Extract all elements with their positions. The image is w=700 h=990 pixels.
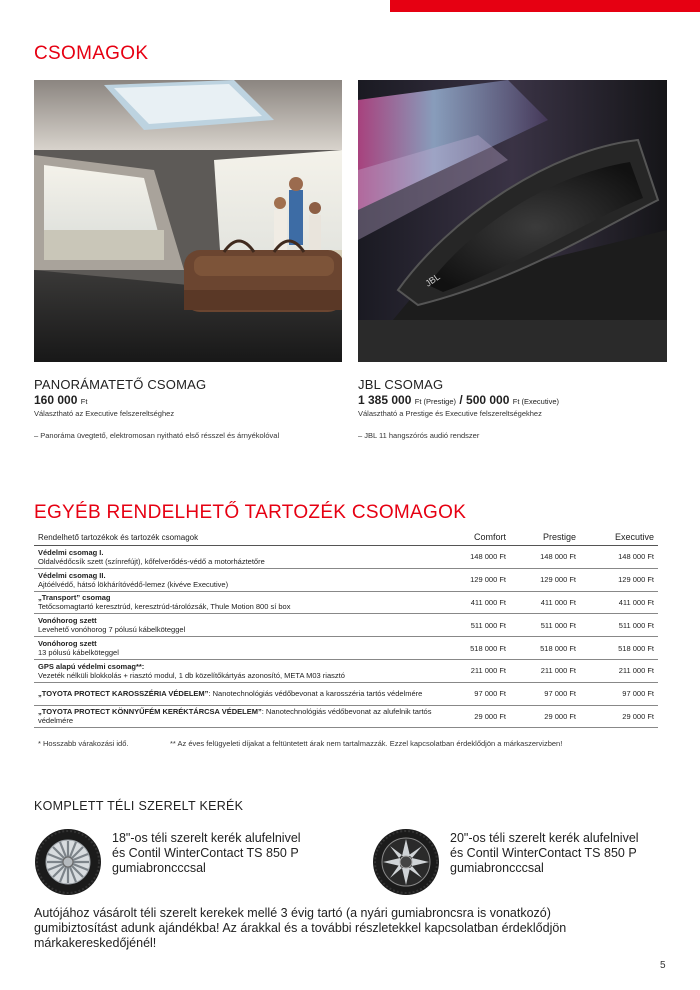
panorama-package-note: Választható az Executive felszereltséghez — [34, 409, 175, 418]
accessory-description: Oldalvédőcsík szett (színrefújt), kőfelverődés-védő a motorháztetőre — [38, 556, 265, 566]
table-row — [34, 614, 658, 637]
accessories-table — [34, 530, 658, 728]
price-cell-prestige: 411 000 Ft — [510, 591, 580, 614]
accessory-description: : Nanotechnológiás védőbevonat az alufelnik tartós védelmére — [38, 707, 432, 726]
price-cell-executive: 211 000 Ft — [580, 659, 658, 682]
wheel-18-line1: 18"-os téli szerelt kerék alufelnivel — [112, 831, 301, 845]
panorama-package-title: PANORÁMATETŐ CSOMAG — [34, 377, 207, 392]
wheel-18-line3: gumiabroncccsal — [112, 861, 206, 875]
panorama-roof-photo — [34, 80, 342, 362]
column-header-comfort: Comfort — [442, 530, 510, 546]
accessory-description: Levehető vonóhorog 7 pólusú kábelköteggel — [38, 625, 186, 635]
accessory-name-cell — [34, 637, 442, 660]
table-row — [34, 682, 658, 705]
jbl-price-prestige-suffix: Ft (Prestige) — [414, 397, 456, 406]
accessory-description: 13 pólusú kábelköteggel — [38, 648, 119, 658]
column-header-prestige: Prestige — [510, 530, 580, 546]
panorama-price-unit: Ft — [80, 397, 88, 406]
price-cell-executive: 29 000 Ft — [580, 705, 658, 728]
accessory-name-cell — [34, 591, 442, 614]
price-cell-comfort: 518 000 Ft — [442, 637, 510, 660]
jbl-price-prestige: 1 385 000 — [358, 393, 412, 407]
accessory-name: Védelmi csomag I. — [38, 547, 104, 557]
accessory-name: „Transport” csomag — [38, 593, 111, 603]
column-header-executive: Executive — [580, 530, 658, 546]
price-cell-prestige: 29 000 Ft — [510, 705, 580, 728]
page-number: 5 — [660, 960, 666, 971]
price-cell-prestige: 129 000 Ft — [510, 568, 580, 591]
wheel-20-line3: gumiabroncccsal — [450, 861, 544, 875]
price-cell-comfort: 129 000 Ft — [442, 568, 510, 591]
winter-insurance-text: Autójához vásárolt téli szerelt kerekek mellé 3 évig tartó (a nyári gumiabroncsra is vonatkozó) gumibiztosítást adunk ajándékba! Az árakkal és a további részletekkel kapcsolatban érdeklődjön márkakereskedőjénél! — [34, 906, 567, 950]
accessory-name-cell — [34, 659, 442, 682]
table-row — [34, 546, 658, 569]
jbl-speaker-photo — [358, 80, 667, 362]
column-header-name: Rendelhető tartozékok és tartozék csomagok — [34, 530, 442, 546]
panorama-package-info — [34, 377, 354, 440]
accessory-name-cell — [34, 682, 442, 705]
accessory-description: Tetőcsomagtartó keresztrúd, keresztrúd-tárolózsák, Thule Motion 800 sí box — [38, 602, 291, 612]
svg-text:JBL: JBL — [423, 271, 442, 289]
jbl-price-executive: 500 000 — [466, 393, 510, 407]
wheel-18-description — [112, 831, 332, 876]
table-header-row — [34, 530, 658, 546]
accessory-name-cell — [34, 614, 442, 637]
wheel-20-image — [372, 828, 440, 896]
price-cell-executive: 511 000 Ft — [580, 614, 658, 637]
price-cell-prestige: 518 000 Ft — [510, 637, 580, 660]
table-row — [34, 637, 658, 660]
jbl-package-price — [358, 393, 678, 407]
price-cell-executive: 97 000 Ft — [580, 682, 658, 705]
accessory-name: Védelmi csomag II. — [38, 570, 106, 580]
price-cell-comfort: 97 000 Ft — [442, 682, 510, 705]
price-cell-prestige: 211 000 Ft — [510, 659, 580, 682]
price-cell-executive: 411 000 Ft — [580, 591, 658, 614]
accessory-name: „TOYOTA PROTECT KAROSSZÉRIA VÉDELEM” — [38, 689, 209, 699]
price-cell-comfort: 411 000 Ft — [442, 591, 510, 614]
jbl-package-info — [358, 377, 678, 440]
wheel-20-line2: és Contil WinterContact TS 850 P — [450, 846, 637, 860]
jbl-package-note: Választható a Prestige és Executive felszereltségekhez — [358, 409, 542, 418]
price-cell-prestige: 148 000 Ft — [510, 546, 580, 569]
accessory-name-cell — [34, 568, 442, 591]
accessory-name-cell — [34, 705, 442, 728]
jbl-price-separator: / — [456, 393, 467, 407]
price-cell-prestige: 511 000 Ft — [510, 614, 580, 637]
section-title-packages: CSOMAGOK — [34, 43, 149, 64]
price-cell-comfort: 29 000 Ft — [442, 705, 510, 728]
jbl-package-feature: – JBL 11 hangszórós audió rendszer — [358, 431, 480, 440]
price-cell-comfort: 148 000 Ft — [442, 546, 510, 569]
section-title-winter-wheels: KOMPLETT TÉLI SZERELT KERÉK — [34, 799, 244, 813]
wheel-18-line2: és Contil WinterContact TS 850 P — [112, 846, 299, 860]
footnote-waiting-time: * Hosszabb várakozási idő. — [38, 739, 129, 748]
accessory-description: Vezeték nélküli blokkolás + riasztó modul, 1 db közelítőkártyás azonosító, META M03 riasztó — [38, 670, 345, 680]
footnote-monitoring-fees: ** Az éves felügyeleti díjakat a feltüntetett árak nem tartalmazzák. Ezzel kapcsolatban érdeklődjön a márkaszervizben! — [170, 739, 563, 748]
table-row — [34, 591, 658, 614]
table-row — [34, 659, 658, 682]
price-cell-executive: 518 000 Ft — [580, 637, 658, 660]
jbl-price-executive-suffix: Ft (Executive) — [512, 397, 560, 406]
price-cell-executive: 129 000 Ft — [580, 568, 658, 591]
accessory-description: Ajtóélvédő, hátsó lökhárítóvédő-lemez (kivéve Executive) — [38, 579, 229, 589]
wheel-18-image — [34, 828, 102, 896]
header-accent-bar — [390, 0, 700, 12]
price-cell-comfort: 511 000 Ft — [442, 614, 510, 637]
wheel-20-description — [450, 831, 670, 876]
accessory-name: GPS alapú védelmi csomag**: — [38, 661, 145, 671]
accessory-name: Vonóhorog szett — [38, 616, 97, 626]
panorama-package-price — [34, 393, 354, 407]
accessory-name: „TOYOTA PROTECT KÖNNYŰFÉM KERÉKTÁRCSA VÉDELEM” — [38, 707, 262, 717]
accessory-description: : Nanotechnológiás védőbevonat a karosszéria tartós védelmére — [208, 689, 423, 699]
table-row — [34, 705, 658, 728]
accessory-name-cell — [34, 546, 442, 569]
price-cell-prestige: 97 000 Ft — [510, 682, 580, 705]
price-cell-comfort: 211 000 Ft — [442, 659, 510, 682]
section-title-accessories: EGYÉB RENDELHETŐ TARTOZÉK CSOMAGOK — [34, 502, 467, 523]
table-row — [34, 568, 658, 591]
accessory-name: Vonóhorog szett — [38, 639, 97, 649]
wheel-20-line1: 20"-os téli szerelt kerék alufelnivel — [450, 831, 639, 845]
price-cell-executive: 148 000 Ft — [580, 546, 658, 569]
jbl-package-title: JBL CSOMAG — [358, 377, 444, 392]
panorama-price-value: 160 000 — [34, 393, 78, 407]
panorama-package-feature: – Panoráma üvegtető, elektromosan nyitható első résszel és árnyékolóval — [34, 431, 280, 440]
